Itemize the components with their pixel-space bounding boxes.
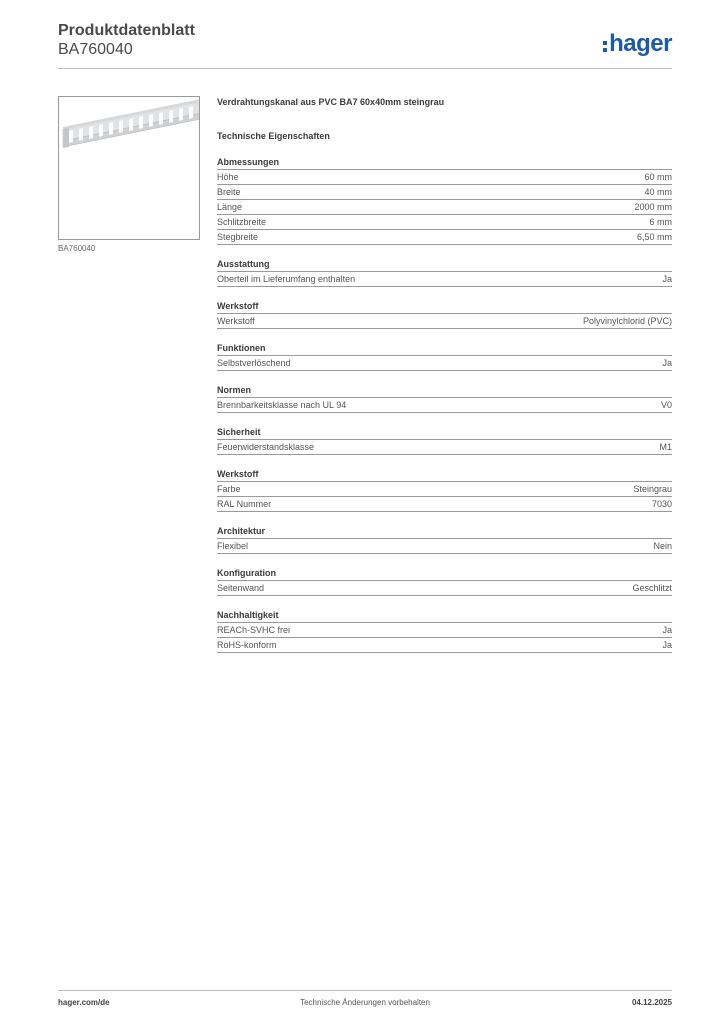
footer-disclaimer: Technische Änderungen vorbehalten: [300, 998, 430, 1007]
logo-text: hager: [609, 30, 672, 57]
property-row: [217, 272, 672, 287]
property-label: Breite: [217, 187, 241, 197]
property-value: Ja: [662, 274, 672, 284]
property-group: [217, 426, 672, 455]
property-value: Steingrau: [633, 484, 672, 494]
property-label: Seitenwand: [217, 583, 265, 593]
property-row: [217, 314, 672, 329]
image-caption: BA760040: [58, 244, 96, 253]
property-value: M1: [659, 442, 672, 452]
property-row: [217, 200, 672, 215]
property-label: Flexibel: [217, 541, 249, 551]
property-value: 40 mm: [644, 187, 672, 197]
footer-date: 04.12.2025: [631, 998, 672, 1007]
property-label: Höhe: [217, 172, 239, 182]
product-details: [217, 96, 672, 653]
footer-divider: [58, 990, 672, 991]
property-label: REACh-SVHC frei: [217, 625, 291, 635]
property-row: [217, 623, 672, 638]
property-value: Ja: [662, 640, 672, 650]
property-value: 7030: [651, 499, 672, 509]
product-image: [58, 96, 200, 240]
property-group: [217, 609, 672, 653]
property-row: [217, 215, 672, 230]
property-label: Selbstverlöschend: [217, 358, 291, 368]
group-title: Sicherheit: [217, 426, 672, 440]
property-value: V0: [660, 400, 672, 410]
property-row: [217, 398, 672, 413]
property-label: Länge: [217, 202, 243, 212]
property-row: [217, 356, 672, 371]
property-group: [217, 567, 672, 596]
product-title: Verdrahtungskanal aus PVC BA7 60x40mm steingrau: [217, 97, 445, 107]
page-header: [58, 22, 672, 68]
property-row: [217, 170, 672, 185]
property-group: [217, 156, 672, 245]
property-label: Schlitzbreite: [217, 217, 267, 227]
property-label: RoHS-konform: [217, 640, 277, 650]
group-title: Werkstoff: [217, 468, 672, 482]
property-group: [217, 342, 672, 371]
property-group: [217, 300, 672, 329]
property-row: [217, 638, 672, 653]
property-groups: [217, 156, 672, 653]
technical-properties-heading: Technische Eigenschaften: [217, 131, 330, 141]
header-divider: [58, 68, 672, 69]
property-value: Ja: [662, 625, 672, 635]
property-row: [217, 482, 672, 497]
property-row: [217, 539, 672, 554]
page-footer: [58, 998, 672, 1010]
property-row: [217, 440, 672, 455]
property-row: [217, 497, 672, 512]
property-label: Werkstoff: [217, 316, 255, 326]
group-title: Normen: [217, 384, 672, 398]
group-title: Werkstoff: [217, 300, 672, 314]
property-value: 2000 mm: [634, 202, 672, 212]
document-title: Produktdatenblatt: [58, 22, 195, 39]
group-title: Funktionen: [217, 342, 672, 356]
property-label: Farbe: [217, 484, 241, 494]
property-label: Oberteil im Lieferumfang enthalten: [217, 274, 356, 284]
group-title: Nachhaltigkeit: [217, 609, 672, 623]
property-label: Feuerwiderstandsklasse: [217, 442, 315, 452]
property-label: Stegbreite: [217, 232, 259, 242]
property-label: Brennbarkeitsklasse nach UL 94: [217, 400, 347, 410]
article-number: BA760040: [58, 41, 133, 58]
property-value: 6 mm: [649, 217, 672, 227]
property-row: [217, 581, 672, 596]
property-value: Ja: [662, 358, 672, 368]
footer-website: hager.com/de: [58, 998, 110, 1007]
property-label: RAL Nummer: [217, 499, 272, 509]
hager-logo: [603, 30, 672, 58]
property-value: Geschlitzt: [632, 583, 672, 593]
property-value: 60 mm: [644, 172, 672, 182]
group-title: Architektur: [217, 525, 672, 539]
logo-colon-icon: [603, 41, 607, 52]
group-title: Konfiguration: [217, 567, 672, 581]
property-group: [217, 468, 672, 512]
property-row: [217, 230, 672, 245]
property-row: [217, 185, 672, 200]
property-group: [217, 384, 672, 413]
property-group: [217, 525, 672, 554]
group-title: Abmessungen: [217, 156, 672, 170]
property-value: 6,50 mm: [636, 232, 672, 242]
property-group: [217, 258, 672, 287]
group-title: Ausstattung: [217, 258, 672, 272]
property-value: Polyvinylchlorid (PVC): [582, 316, 672, 326]
cable-duct-illustration: [59, 97, 199, 239]
property-value: Nein: [653, 541, 672, 551]
